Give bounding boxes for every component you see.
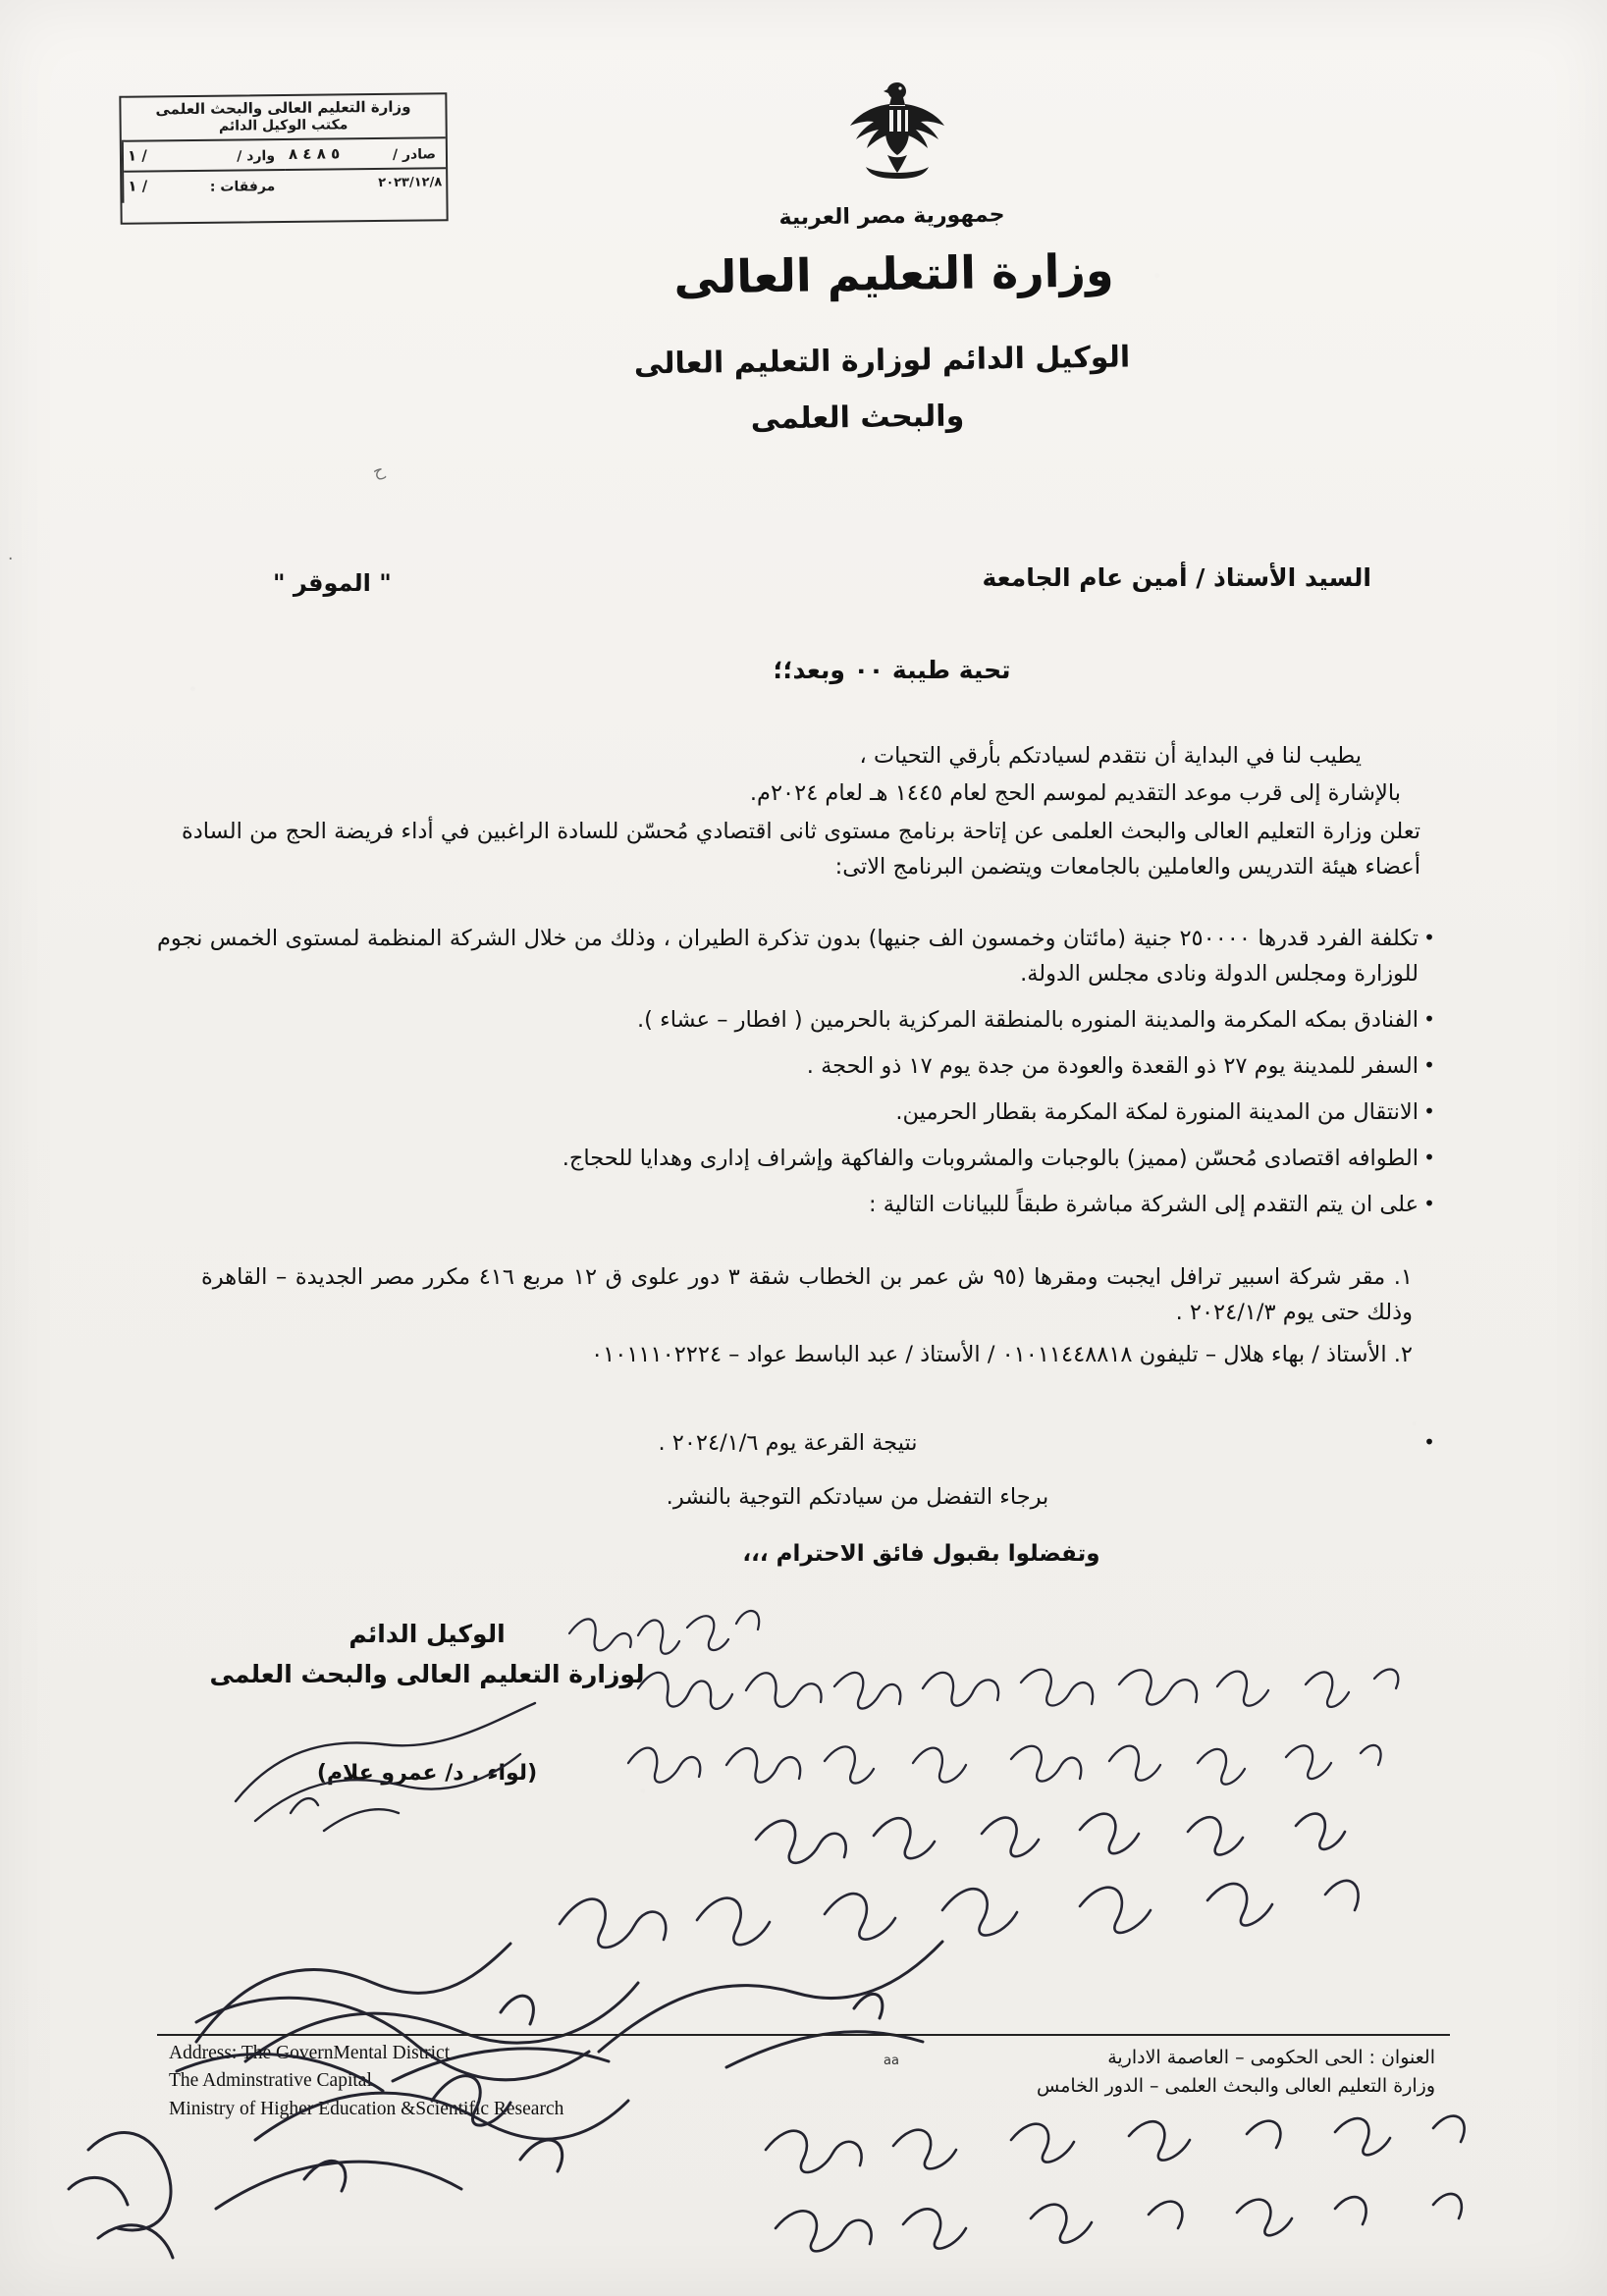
- list-item: [157, 1095, 1440, 1130]
- list-item: [157, 1187, 1440, 1222]
- stamp-attachments-label: مرفقات :: [209, 178, 276, 195]
- stamp-ministry-line: وزارة التعليم العالى والبحث العلمى: [155, 97, 411, 119]
- bullet-dot-icon: •: [1423, 1007, 1435, 1031]
- closing-request: برجاء التفضل من سيادتكم التوجية بالنشر.: [666, 1484, 1049, 1510]
- handwritten-paragraph-4: [550, 1845, 1414, 1973]
- stamp-outgoing-label: صادر /: [392, 146, 437, 163]
- body-paragraphs: [182, 738, 1420, 887]
- bullet-text: الانتقال من المدينة المنورة لمكة المكرمة بقطار الحرمين.: [895, 1099, 1419, 1125]
- signature-title: الوكيل الدائم: [348, 1620, 506, 1648]
- bullet-text: تكلفة الفرد قدرها ٢٥٠٠٠٠ جنية (مائتان وخمسون الف جنيها) بدون تذكرة الطيران ، وذلك من خلال الشركة المنظمة لمستوى الخمس نجوم للوزارة ومجلس الدولة ونادى مجلس الدولة.: [157, 926, 1419, 987]
- header-country: جمهورية مصر العربية: [778, 202, 1005, 231]
- signature-organization: لوزارة التعليم العالى والبحث العلمى: [209, 1660, 645, 1688]
- stamp-incoming-cell: [122, 140, 286, 203]
- body-paragraph-2: بالإشارة إلى قرب موعد التقديم لموسم الحج لعام ١٤٤٥ هـ لعام ٢٠٢٤م.: [749, 780, 1401, 807]
- footer-address-arabic: [1037, 2044, 1435, 2100]
- bullet-dot-icon: •: [1423, 926, 1435, 949]
- body-paragraph-3: تعلن وزارة التعليم العالى والبحث العلمى عن إتاحة برنامج مستوى ثانى اقتصادي مُحسّن للسادة الراغبين في أداء فريضة الحج من السادة أعضاء هيئة التدريس والعاملين بالجامعات ويتضمن البرنامج الاتى:: [182, 818, 1420, 881]
- stamp-attachments-value: / ١: [128, 177, 148, 195]
- bullet-text: على ان يتم التقدم إلى الشركة مباشرة طبقاً للبيانات التالية :: [869, 1192, 1419, 1217]
- numbered-item-1: ١. مقر شركة اسبير ترافل ايجبت ومقرها (٩٥ ش عمر بن الخطاب شقة ٣ دور علوى ق ١٢ مربع ٤١٦ مكرر مصر الجديدة – القاهرة وذلك حتى يوم ٢٠٢٤/١/٣ .: [201, 1264, 1414, 1326]
- faint-pencil-mark: ح: [369, 459, 388, 483]
- bullet-text: السفر للمدينة يوم ٢٧ ذو القعدة والعودة من جدة يوم ١٧ ذو الحجة .: [806, 1053, 1419, 1079]
- honorific-label: " الموقر ": [273, 569, 392, 597]
- regards-line: وتفضلوا بقبول فائق الاحترام ،،،: [742, 1541, 1100, 1567]
- handwritten-paragraph-3: [746, 1779, 1414, 1873]
- stamp-outgoing-number: ٥ ٨ ٤ ٨: [288, 144, 341, 164]
- bullet-dot-icon: •: [1423, 1053, 1435, 1077]
- numbered-item-2: ٢. الأستاذ / بهاء هلال – تليفون ٠١٠١١٤٤٨٨١٨ / الأستاذ / عبد الباسط عواد – ٠١٠١١١٠٢٢٢٤: [591, 1341, 1413, 1367]
- footer-address-english-line-2: The Adminstrative Capital: [169, 2070, 372, 2092]
- footer-address-arabic-line-2: وزارة التعليم العالى والبحث العلمى – الدور الخامس: [1037, 2074, 1435, 2097]
- handwritten-paragraph-1: [628, 1631, 1433, 1720]
- bullet-dot-icon: •: [1423, 1192, 1435, 1215]
- stamp-incoming-label: وارد /: [237, 147, 276, 165]
- header-subtitle-1: الوكيل الدائم لوزارة التعليم العالى: [633, 340, 1131, 382]
- header-ministry: وزارة التعليم العالى: [673, 243, 1114, 304]
- incoming-stamp-box: [119, 92, 448, 224]
- stamp-grid: [122, 139, 447, 203]
- list-item: [157, 1141, 1440, 1176]
- header-subtitle-2: والبحث العلمى: [750, 399, 965, 437]
- bullet-dot-icon: •: [1423, 1099, 1435, 1123]
- bullet-list: [157, 921, 1440, 1233]
- addressee-line: السيد الأستاذ / أمين عام الجامعة: [982, 563, 1371, 592]
- stamp-office-line: مكتب الوكيل الدائم: [218, 117, 348, 134]
- bullet-text: الطوافه اقتصادى مُحسّن (مميز) بالوجبات والمشروبات والفاكهة وإشراف إدارى وهدايا للحجاج.: [562, 1146, 1419, 1171]
- footer-address-english-line-3: Ministry of Higher Education &Scientific Research: [169, 2098, 564, 2119]
- faint-dot-mark: .: [8, 545, 14, 564]
- list-item: [157, 921, 1440, 991]
- handwritten-paragraph-2: [618, 1708, 1404, 1796]
- handwritten-bottom-left: [59, 1983, 746, 2277]
- signature-name: (لواء . د/ عمرو علام): [316, 1761, 538, 1786]
- stamp-incoming-value: / ١: [127, 146, 147, 165]
- stamp-outgoing-cell: [285, 139, 447, 202]
- list-item: [157, 1048, 1440, 1084]
- numbered-list: [201, 1259, 1413, 1378]
- list-item: [157, 1002, 1440, 1038]
- stamp-outgoing-date: ٢٠٢٣/١٢/٨: [378, 175, 443, 191]
- footer-address-arabic-line-1: العنوان : الحى الحكومى – العاصمة الادارية: [1107, 2047, 1435, 2068]
- bullet-text: نتيجة القرعة يوم ٢٠٢٤/١/٦ .: [658, 1430, 918, 1456]
- footer-divider: [157, 2034, 1450, 2036]
- bullet-dot-icon: •: [1423, 1430, 1435, 1454]
- footer-address-english: [169, 2040, 563, 2123]
- bullet-dot-icon: •: [1423, 1146, 1435, 1169]
- egypt-eagle-emblem-icon: [838, 77, 956, 187]
- handwritten-bottom-right: [746, 2091, 1551, 2277]
- list-item: [157, 1425, 1440, 1461]
- signature-block: [196, 1620, 658, 1786]
- footer-page-mark: aa: [884, 2054, 899, 2068]
- bullet-list-secondary: [157, 1425, 1440, 1471]
- bullet-text: الفنادق بمكه المكرمة والمدينة المنوره بالمنطقة المركزية بالحرمين ( افطار – عشاء ).: [637, 1007, 1419, 1033]
- body-paragraph-1: يطيب لنا في البداية أن نتقدم لسيادتكم بأرقي التحيات ،: [859, 743, 1362, 769]
- greeting-line: تحية طيبة ٠٠ وبعد؛؛: [773, 656, 1011, 684]
- footer-address-english-line-1: Address: The GovernMental District: [169, 2043, 451, 2063]
